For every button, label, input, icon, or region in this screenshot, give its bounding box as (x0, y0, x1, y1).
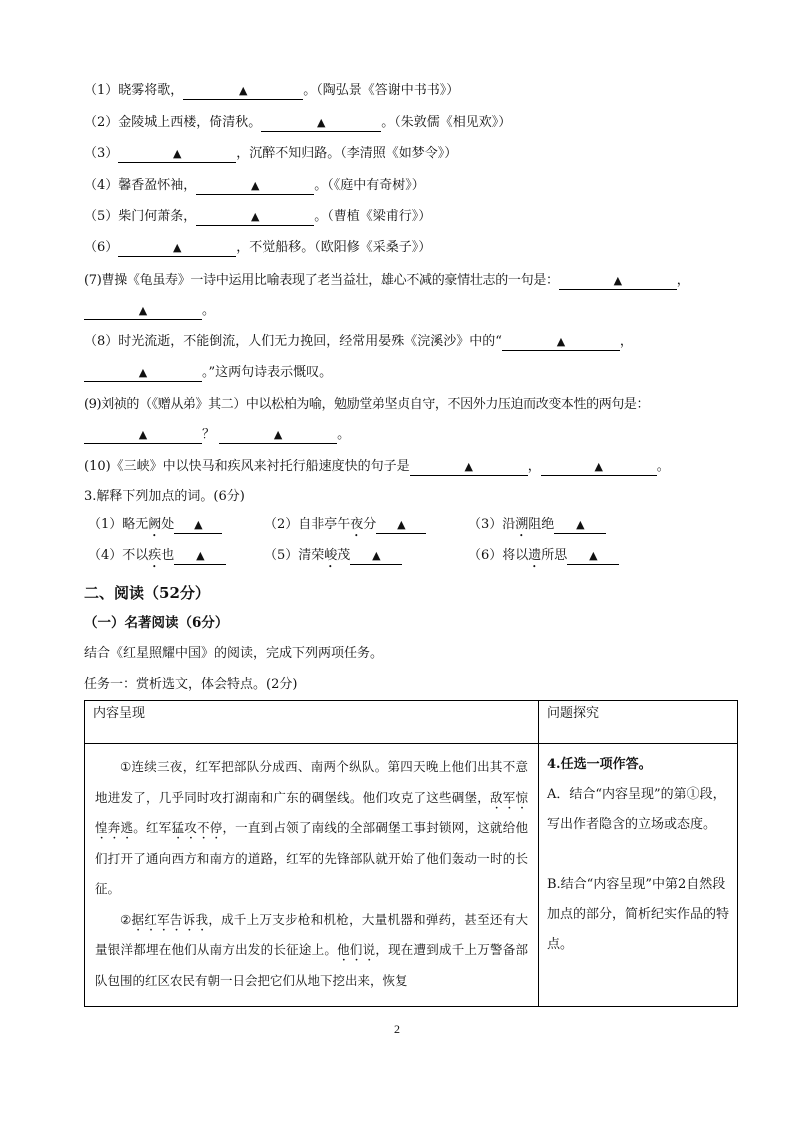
task-table (84, 700, 738, 1007)
paragraph-2 (95, 905, 528, 997)
word-text: （3）沿 (468, 517, 516, 532)
question-4-title: 4.任选一项作答。 (547, 757, 652, 772)
answer-blank[interactable] (350, 548, 402, 565)
section-heading: 二、阅读（52分） (84, 584, 210, 602)
dotted-text: 据红军告诉我 (131, 911, 209, 927)
content-cell (85, 744, 539, 1007)
fill-item-text: （6） (84, 240, 119, 255)
answer-blank[interactable] (174, 548, 226, 565)
word-text: （1）略无 (88, 517, 149, 532)
option-a: A．结合“内容呈现”的第①段，写出作者隐含的立场或态度。 (547, 787, 726, 832)
para-text: ，成千上万支步枪和机枪，大量机器和弹药，甚至还有大量银洋都埋在他们从南方出发的长征途上。 (95, 911, 528, 957)
question-cell (539, 744, 738, 1007)
dotted-char: 溯 (515, 517, 529, 532)
fill-item-text: ，不觉船移。（欧阳修《采桑子》） (236, 240, 432, 255)
triangle-icon: ▲ (576, 518, 585, 531)
fill-item-text: 。（陶弘景《答谢中书书》） (303, 83, 460, 98)
question-text: (9)刘祯的（《赠从弟》其二）中以松柏为喻，勉励堂弟坚贞自守，不因外力压迫而改变本性的两句是： (84, 397, 650, 412)
dotted-char: 峻 (324, 548, 338, 563)
word-item-5 (264, 547, 402, 571)
para-text: ② (120, 911, 132, 927)
answer-blank[interactable] (174, 517, 222, 534)
fill-item-text: 。（曹植《梁甫行》） (314, 209, 432, 224)
word-text: 分 (363, 517, 377, 532)
table-header-question: 问题探究 (539, 701, 738, 744)
task-1-text: 任务一：赏析选文，体会特点。(2分) (84, 677, 298, 692)
fill-item-7-cont (84, 302, 215, 320)
subsection-heading: （一）名著阅读（6分） (84, 615, 229, 631)
punctuation: ， (676, 273, 690, 288)
fill-item-9-cont (84, 426, 350, 444)
question-text: (10)《三峡》中以快马和疾风来衬托行船速度快的句子是 (84, 459, 410, 474)
punctuation: 。 (656, 459, 670, 474)
triangle-icon: ▲ (317, 116, 326, 129)
dotted-char: 阙 (148, 517, 162, 532)
fill-item-2 (84, 114, 511, 132)
dotted-char: 疾 (148, 548, 162, 563)
punctuation: ， (619, 334, 633, 349)
paragraph-1 (95, 752, 528, 905)
answer-blank[interactable] (559, 273, 677, 290)
fill-item-text: （3） (84, 146, 119, 161)
page-number: 2 (394, 1022, 400, 1036)
fill-item-text: （2）金陵城上西楼，倚清秋。 (84, 115, 262, 130)
answer-blank[interactable] (219, 427, 337, 444)
word-text: 处 (161, 517, 175, 532)
fill-item-7 (84, 272, 689, 290)
answer-blank[interactable] (554, 517, 606, 534)
triangle-icon: ▲ (173, 147, 182, 160)
fill-item-9 (84, 396, 649, 414)
fill-item-8 (84, 333, 633, 351)
fill-item-text: （1）晓雾将歌， (84, 83, 184, 98)
answer-blank[interactable] (196, 209, 314, 226)
triangle-icon: ▲ (194, 518, 203, 531)
answer-blank[interactable] (84, 365, 202, 382)
fill-item-10 (84, 458, 670, 476)
fill-item-4 (84, 177, 425, 195)
triangle-icon: ▲ (372, 549, 381, 562)
answer-blank[interactable] (567, 548, 619, 565)
fill-item-6 (84, 239, 431, 257)
fill-item-text: 。（朱敦儒《相见欢》） (381, 115, 512, 130)
word-item-4 (88, 547, 226, 571)
word-text: 阻绝 (528, 517, 555, 532)
triangle-icon: ▲ (556, 335, 566, 348)
triangle-icon: ▲ (589, 549, 598, 562)
triangle-icon: ▲ (173, 241, 182, 254)
word-item-1 (88, 516, 222, 540)
triangle-icon: ▲ (464, 460, 473, 473)
triangle-icon: ▲ (138, 304, 148, 317)
answer-blank[interactable] (118, 240, 236, 257)
fill-item-1 (84, 82, 459, 100)
punctuation: 。 (337, 427, 351, 442)
answer-blank[interactable] (376, 517, 426, 534)
word-text: 所思 (541, 548, 568, 563)
triangle-icon: ▲ (594, 460, 603, 473)
intro-text: 结合《红星照耀中国》的阅读，完成下列两项任务。 (84, 646, 384, 661)
word-item-3 (468, 516, 606, 540)
answer-blank[interactable] (196, 178, 314, 195)
triangle-icon: ▲ (138, 366, 148, 379)
fill-item-text: （4）馨香盈怀袖， (84, 178, 197, 193)
dotted-char: 夜 (350, 517, 364, 532)
option-b: B.结合“内容呈现”中第2自然段加点的部分，简析纪实作品的特点。 (547, 877, 730, 952)
punctuation: ？ (202, 427, 216, 442)
word-text: （5）清荣 (264, 548, 325, 563)
fill-item-text: （5）柴门何萧条， (84, 209, 197, 224)
fill-item-8-cont (84, 364, 332, 382)
word-text: 也 (161, 548, 175, 563)
word-text: （2）自非亭午 (264, 517, 351, 532)
triangle-icon: ▲ (251, 179, 260, 192)
fill-item-text: 。（《庭中有奇树》） (314, 178, 425, 193)
triangle-icon: ▲ (251, 210, 260, 223)
question-3-title: 3.解释下列加点的词。(6分) (84, 489, 245, 504)
fill-item-text: ，沉醉不知归路。（李清照《如梦令》） (236, 146, 458, 161)
triangle-icon: ▲ (239, 84, 248, 97)
triangle-icon: ▲ (138, 428, 148, 441)
punctuation: 。 (202, 303, 216, 318)
para-text: ，现在遭到成千上万警备部队包围的红区农民有朝一日会把它们从地下挖出来，恢复 (95, 942, 528, 988)
word-item-2 (264, 516, 426, 540)
punctuation: ， (527, 459, 541, 474)
triangle-icon: ▲ (613, 274, 622, 287)
question-text: （8）时光流逝，不能倒流，人们无力挽回，经常用晏殊《浣溪沙》中的“ (84, 334, 502, 349)
answer-blank[interactable] (541, 459, 657, 476)
triangle-icon: ▲ (397, 518, 406, 531)
para-text: ①连续三夜，红军把部队分成西、南两个纵队。第四天晚上他们出其不意地进发了，几乎同时攻打湖南和广东的碉堡线。他们攻克了这些碉堡， (95, 759, 528, 805)
para-text: 。红军 (133, 820, 172, 835)
word-item-6 (468, 547, 619, 571)
fill-item-3 (84, 145, 457, 163)
question-text: (7)曹操《龟虽寿》一诗中运用比喻表现了老当益壮，雄心不减的豪情壮志的一句是： (84, 273, 559, 288)
para-text: ，一直到占领了南线的全部碉堡工事封锁网，这就给他们打开了通向西方和南方的道路，红军的先锋部队就开始了他们轰动一时的长征。 (95, 820, 528, 896)
table-header-content: 内容呈现 (85, 701, 539, 744)
triangle-icon: ▲ (196, 549, 205, 562)
dotted-char: 遗 (528, 548, 542, 563)
dotted-text: 他们说 (337, 942, 376, 957)
word-text: 茂 (337, 548, 351, 563)
answer-blank[interactable] (502, 334, 620, 351)
answer-blank[interactable] (118, 146, 236, 163)
answer-blank[interactable] (261, 115, 381, 132)
answer-blank[interactable] (410, 459, 528, 476)
dotted-text: 敌军惊惶奔逃 (95, 789, 528, 835)
fill-item-5 (84, 208, 431, 226)
answer-blank[interactable] (183, 83, 303, 100)
question-text: 。”这两句诗表示慨叹。 (202, 365, 333, 380)
answer-blank[interactable] (84, 427, 202, 444)
word-text: （6）将以 (468, 548, 529, 563)
word-text: （4）不以 (88, 548, 149, 563)
dotted-text: 猛攻不停 (171, 820, 223, 835)
triangle-icon: ▲ (273, 428, 283, 441)
answer-blank[interactable] (84, 303, 202, 320)
